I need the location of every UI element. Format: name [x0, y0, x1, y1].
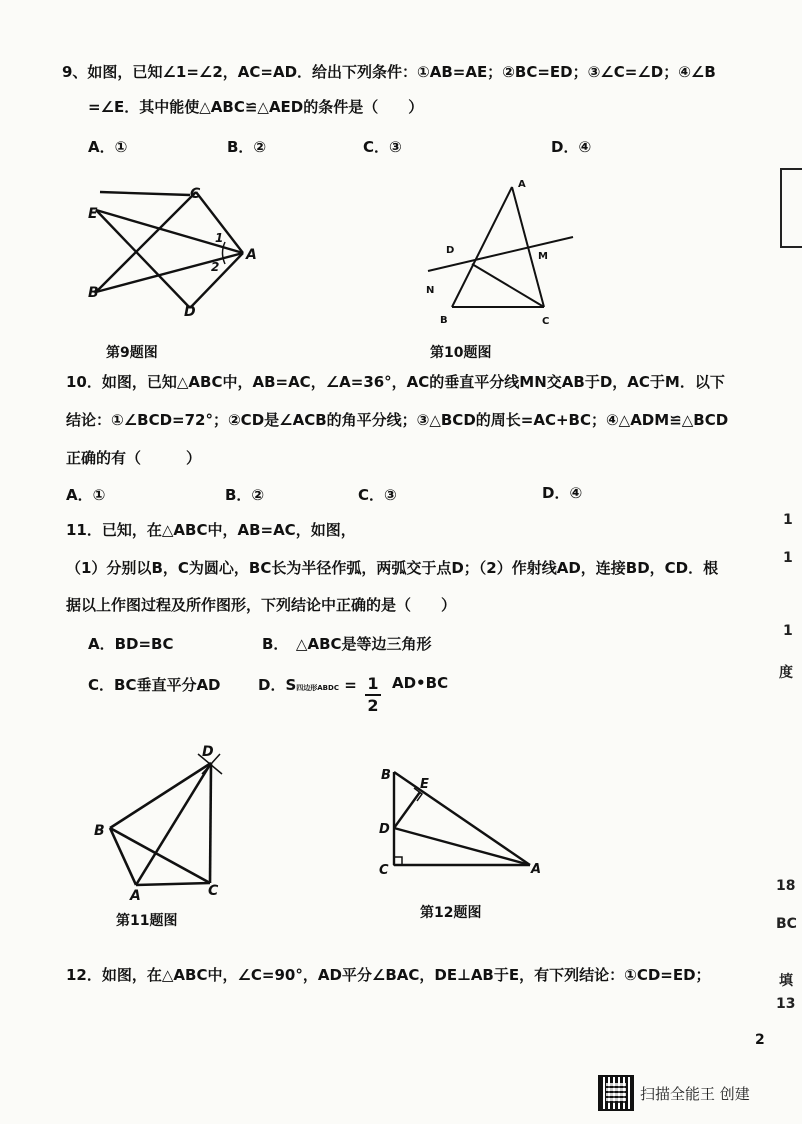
q11-caption: 第11题图: [116, 913, 178, 929]
q12-point-e: E: [420, 777, 429, 792]
q9-option-d: D．④: [551, 138, 592, 156]
q10-option-a: A．①: [66, 486, 106, 504]
q9-angle-2: 2: [211, 260, 220, 274]
q11-option-a: A．BD=BC: [88, 635, 174, 653]
margin-fragment-3: 1: [783, 623, 793, 639]
q11-option-d-numerator: 1: [367, 674, 379, 693]
q11-option-d-rest: AD•BC: [392, 674, 449, 692]
q9-point-d: D: [184, 304, 196, 320]
q10-option-d: D．④: [542, 484, 583, 502]
q11-point-d: D: [202, 744, 214, 760]
margin-fragment-5: 18: [776, 878, 796, 894]
q11-option-b: B． △ABC是等边三角形: [262, 635, 432, 653]
q10-point-c: C: [542, 316, 550, 327]
q11-line1: 11．已知，在△ABC中，AB=AC，如图，: [66, 521, 356, 539]
q9-option-a: A．①: [88, 138, 128, 156]
margin-fragment-4: 度: [779, 665, 793, 681]
q9-line2: =∠E．其中能使△ABC≌△AED的条件是（ ）: [88, 98, 424, 116]
q12-point-d: D: [379, 822, 390, 837]
q10-line2: 结论：①∠BCD=72°；②CD是∠ACB的角平分线；③△BCD的周长=AC+BC；④△ADM≌△BCD: [66, 411, 729, 429]
q9-line1: 9、如图，已知∠1=∠2，AC=AD．给出下列条件：①AB=AE；②BC=ED；③∠C=∠D；④∠B: [62, 63, 716, 81]
margin-fragment-2: 1: [783, 550, 793, 566]
qr-code-icon: [598, 1075, 634, 1111]
q12-line1: 12．如图，在△ABC中，∠C=90°，AD平分∠BAC，DE⊥AB于E，有下列结论：①CD=ED；: [66, 966, 711, 984]
q11-line3: 据以上作图过程及所作图形，下列结论中正确的是（ ）: [66, 596, 457, 614]
page-number: 2: [755, 1032, 765, 1048]
margin-fragment-8: 13: [776, 996, 796, 1012]
q12-figure: [372, 760, 552, 880]
margin-fragment-6: BC: [776, 916, 797, 932]
q12-caption: 第12题图: [420, 905, 482, 921]
q9-angle-1: 1: [215, 231, 224, 245]
q10-option-b: B．②: [225, 486, 265, 504]
bleed-table-edge: [780, 168, 802, 248]
q9-figure: [80, 180, 270, 325]
q9-point-c: C: [190, 186, 201, 202]
q10-point-a: A: [518, 179, 526, 190]
q11-line2: （1）分别以B，C为圆心，BC长为半径作弧，两弧交于点D；（2）作射线AD，连接BD，CD．根: [66, 559, 719, 577]
q10-figure: [420, 175, 590, 335]
q12-point-c: C: [379, 863, 389, 878]
q10-option-c: C．③: [358, 486, 397, 504]
q9-point-b: B: [88, 285, 99, 301]
scanner-watermark: 扫描全能王 创建: [640, 1085, 750, 1103]
margin-fragment-7: 填: [779, 973, 793, 989]
q10-line1: 10．如图，已知△ABC中，AB=AC，∠A=36°，AC的垂直平分线MN交AB于D，AC于M．以下: [66, 373, 725, 391]
q10-caption: 第10题图: [430, 345, 492, 361]
q11-option-d: [258, 674, 357, 695]
q11-point-a: A: [130, 888, 141, 904]
q9-caption: 第9题图: [106, 345, 158, 361]
q9-option-b: B．②: [227, 138, 267, 156]
q11-point-b: B: [94, 823, 105, 839]
q9-point-e: E: [88, 206, 98, 222]
q11-option-c: C．BC垂直平分AD: [88, 676, 221, 694]
q10-point-n: N: [426, 285, 435, 296]
q11-option-d-equals: =: [344, 676, 357, 694]
q12-point-a: A: [531, 862, 542, 877]
q9-point-a: A: [246, 247, 257, 263]
q10-point-b: B: [440, 315, 448, 326]
q11-option-d-fraction: [365, 674, 381, 715]
q11-figure: [90, 740, 240, 905]
q11-option-d-subscript: 四边形ABDC: [296, 684, 339, 692]
q10-point-m: M: [538, 251, 548, 262]
q11-point-c: C: [208, 883, 219, 899]
q9-option-c: C．③: [363, 138, 402, 156]
q10-point-d: D: [446, 245, 455, 256]
q11-option-d-prefix: D．S: [258, 676, 297, 694]
margin-fragment-1: 1: [783, 512, 793, 528]
q12-point-b: B: [381, 768, 391, 783]
q10-line3: 正确的有（ ）: [66, 449, 202, 467]
q11-option-d-denominator: 2: [365, 694, 381, 715]
